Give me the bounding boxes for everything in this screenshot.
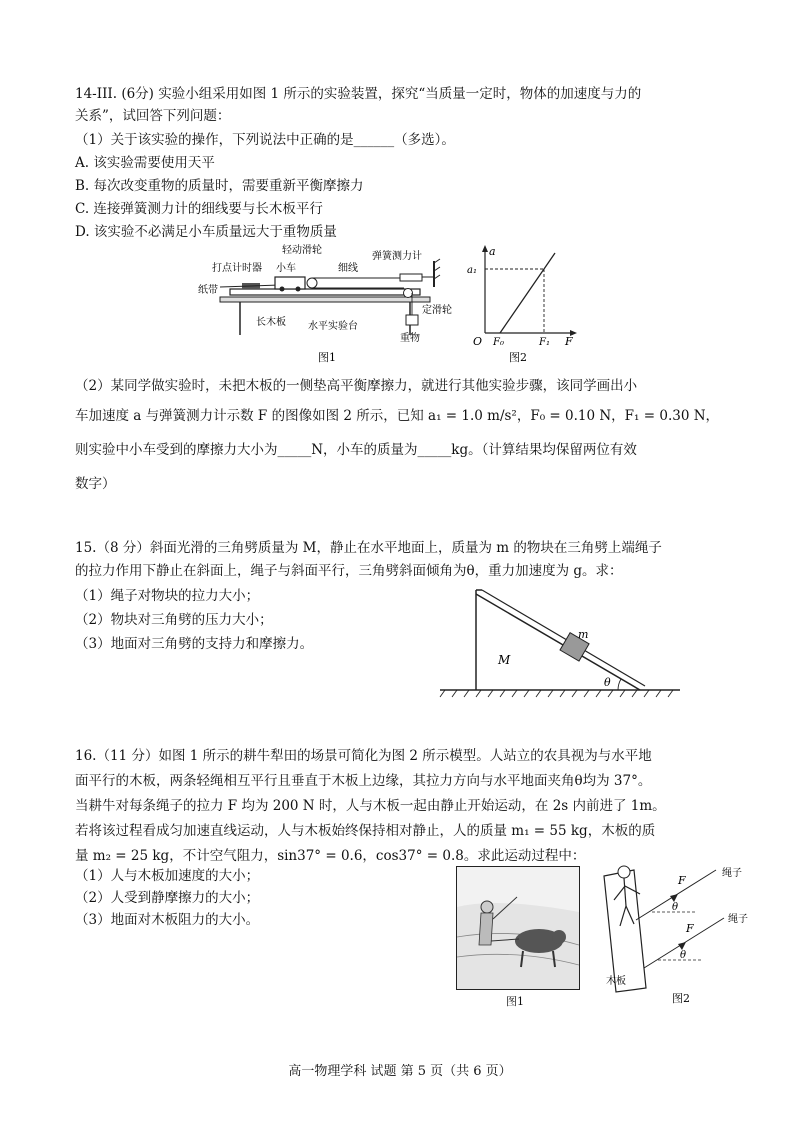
fig1-caption: 图1: [318, 351, 336, 364]
q14-option-a: A. 该实验需要使用天平: [75, 155, 215, 171]
q16-fig2-rope-2: 绳子: [728, 914, 748, 925]
q16-sub-3: （3）地面对木板阻力的大小。: [75, 912, 260, 928]
q16-fig2-F-1: F: [678, 874, 686, 887]
q15-text-line-2: 的拉力作用下静止在斜面上，绳子与斜面平行，三角劈斜面倾角为θ，重力加速度为 g。求：: [75, 563, 623, 579]
q14-sub1: （1）关于该实验的操作，下列说法中正确的是______（多选）。: [75, 132, 455, 148]
q14-sub2-line-3: 则实验中小车受到的摩擦力大小为_____N，小车的质量为_____kg。（计算结果均保留两位有效: [75, 442, 637, 458]
q16-fig2-F-2: F: [686, 922, 694, 935]
q14-sub2-line-2: 车加速度 a 与弹簧测力计示数 F 的图像如图 2 所示，已知 a₁ = 1.0 m/s²，F₀ = 0.10 N，F₁ = 0.30 N，: [75, 408, 720, 424]
q15-sub-1: （1）绳子对物块的拉力大小；: [75, 588, 260, 604]
q14-text-line-2: 关系”，试回答下列问题：: [75, 108, 231, 124]
fig1-label-timer: 打点计时器: [212, 263, 262, 274]
q15-label-M: M: [498, 653, 511, 667]
fig1-label-table: 水平实验台: [308, 321, 358, 332]
q14-option-b: B. 每次改变重物的质量时，需要重新平衡摩擦力: [75, 178, 364, 194]
q14-sub2-line-4: 数字）: [75, 476, 116, 492]
q15-sub-3: （3）地面对三角劈的支持力和摩擦力。: [75, 636, 314, 652]
q15-figure-wedge: [440, 580, 690, 710]
q14-figure-2-graph: [455, 243, 585, 373]
q15-label-m: m: [578, 628, 589, 641]
q16-figure-2-model: [600, 860, 770, 1010]
q16-figure-1-caption: 图1: [506, 995, 524, 1008]
q15-sub-2: （2）物块对三角劈的压力大小；: [75, 612, 273, 628]
fig2-x-tick-f0: F₀: [493, 337, 504, 348]
q14-option-c: C. 连接弹簧测力计的细线要与长木板平行: [75, 201, 323, 217]
q16-fig2-theta-2: θ: [680, 950, 687, 961]
fig2-y-label: a: [489, 245, 496, 258]
q16-fig2-caption: 图2: [672, 992, 690, 1005]
fig2-origin: O: [473, 335, 483, 348]
q16-sub-1: （1）人与木板加速度的大小；: [75, 868, 260, 884]
q14-text-line-1: 14-III. (6分) 实验小组采用如图 1 所示的实验装置，探究“当质量一定时，物体的加速度与力的: [75, 86, 642, 102]
q16-text-line-3: 当耕牛对每条绳子的拉力 F 均为 200 N 时，人与木板一起由静止开始运动，在 2s 内前进了 1m。: [75, 798, 666, 814]
fig1-label-string: 细线: [338, 263, 358, 274]
q16-text-line-4: 若将该过程看成匀加速直线运动，人与木板始终保持相对静止，人的质量 m₁ = 55 kg，木板的质: [75, 823, 656, 839]
q15-text-line-1: 15.（8 分）斜面光滑的三角劈质量为 M，静止在水平地面上，质量为 m 的物块在三角劈上端绳子: [75, 540, 662, 556]
q14-sub2-line-1: （2）某同学做实验时，未把木板的一侧垫高平衡摩擦力，就进行其他实验步骤，该同学画出小: [75, 378, 638, 394]
fig1-label-cart: 小车: [276, 263, 296, 274]
fig1-label-fixed-pulley: 定滑轮: [422, 305, 452, 316]
q16-fig2-theta-1: θ: [672, 902, 679, 913]
q16-fig2-board-label: 木板: [606, 976, 626, 987]
q14-figure-1-apparatus: [190, 243, 460, 373]
fig1-label-board: 长木板: [256, 317, 286, 328]
fig1-label-tape: 纸带: [198, 285, 218, 296]
q16-figure-1-ploughing-picture: [456, 866, 580, 990]
page-footer: 高一物理学科 试题 第 5 页（共 6 页）: [288, 1064, 512, 1079]
q16-text-line-2: 面平行的木板，两条轻绳相互平行且垂直于木板上边缘，其拉力方向与水平地面夹角θ均为 37°。: [75, 773, 652, 789]
fig2-caption: 图2: [509, 351, 527, 364]
q14-option-d: D. 该实验不必满足小车质量远大于重物质量: [75, 224, 337, 240]
q15-label-theta: θ: [604, 676, 611, 689]
fig2-x-label: F: [565, 335, 573, 348]
fig2-x-tick-f1: F₁: [539, 337, 550, 348]
fig1-label-light-pulley: 轻动滑轮: [282, 245, 322, 256]
q16-fig2-rope-1: 绳子: [722, 868, 742, 879]
fig1-label-spring-scale: 弹簧测力计: [372, 251, 422, 262]
q16-sub-2: （2）人受到静摩擦力的大小；: [75, 890, 260, 906]
q16-text-line-1: 16.（11 分）如图 1 所示的耕牛犁田的场景可简化为图 2 所示模型。人站立的农具视为与水平地: [75, 748, 652, 764]
fig1-label-weight: 重物: [400, 333, 420, 344]
q16-text-line-5: 量 m₂ = 25 kg，不计空气阻力，sin37° = 0.6，cos37° = 0.8。求此运动过程中：: [75, 848, 586, 864]
fig2-y-tick: a₁: [467, 265, 477, 276]
